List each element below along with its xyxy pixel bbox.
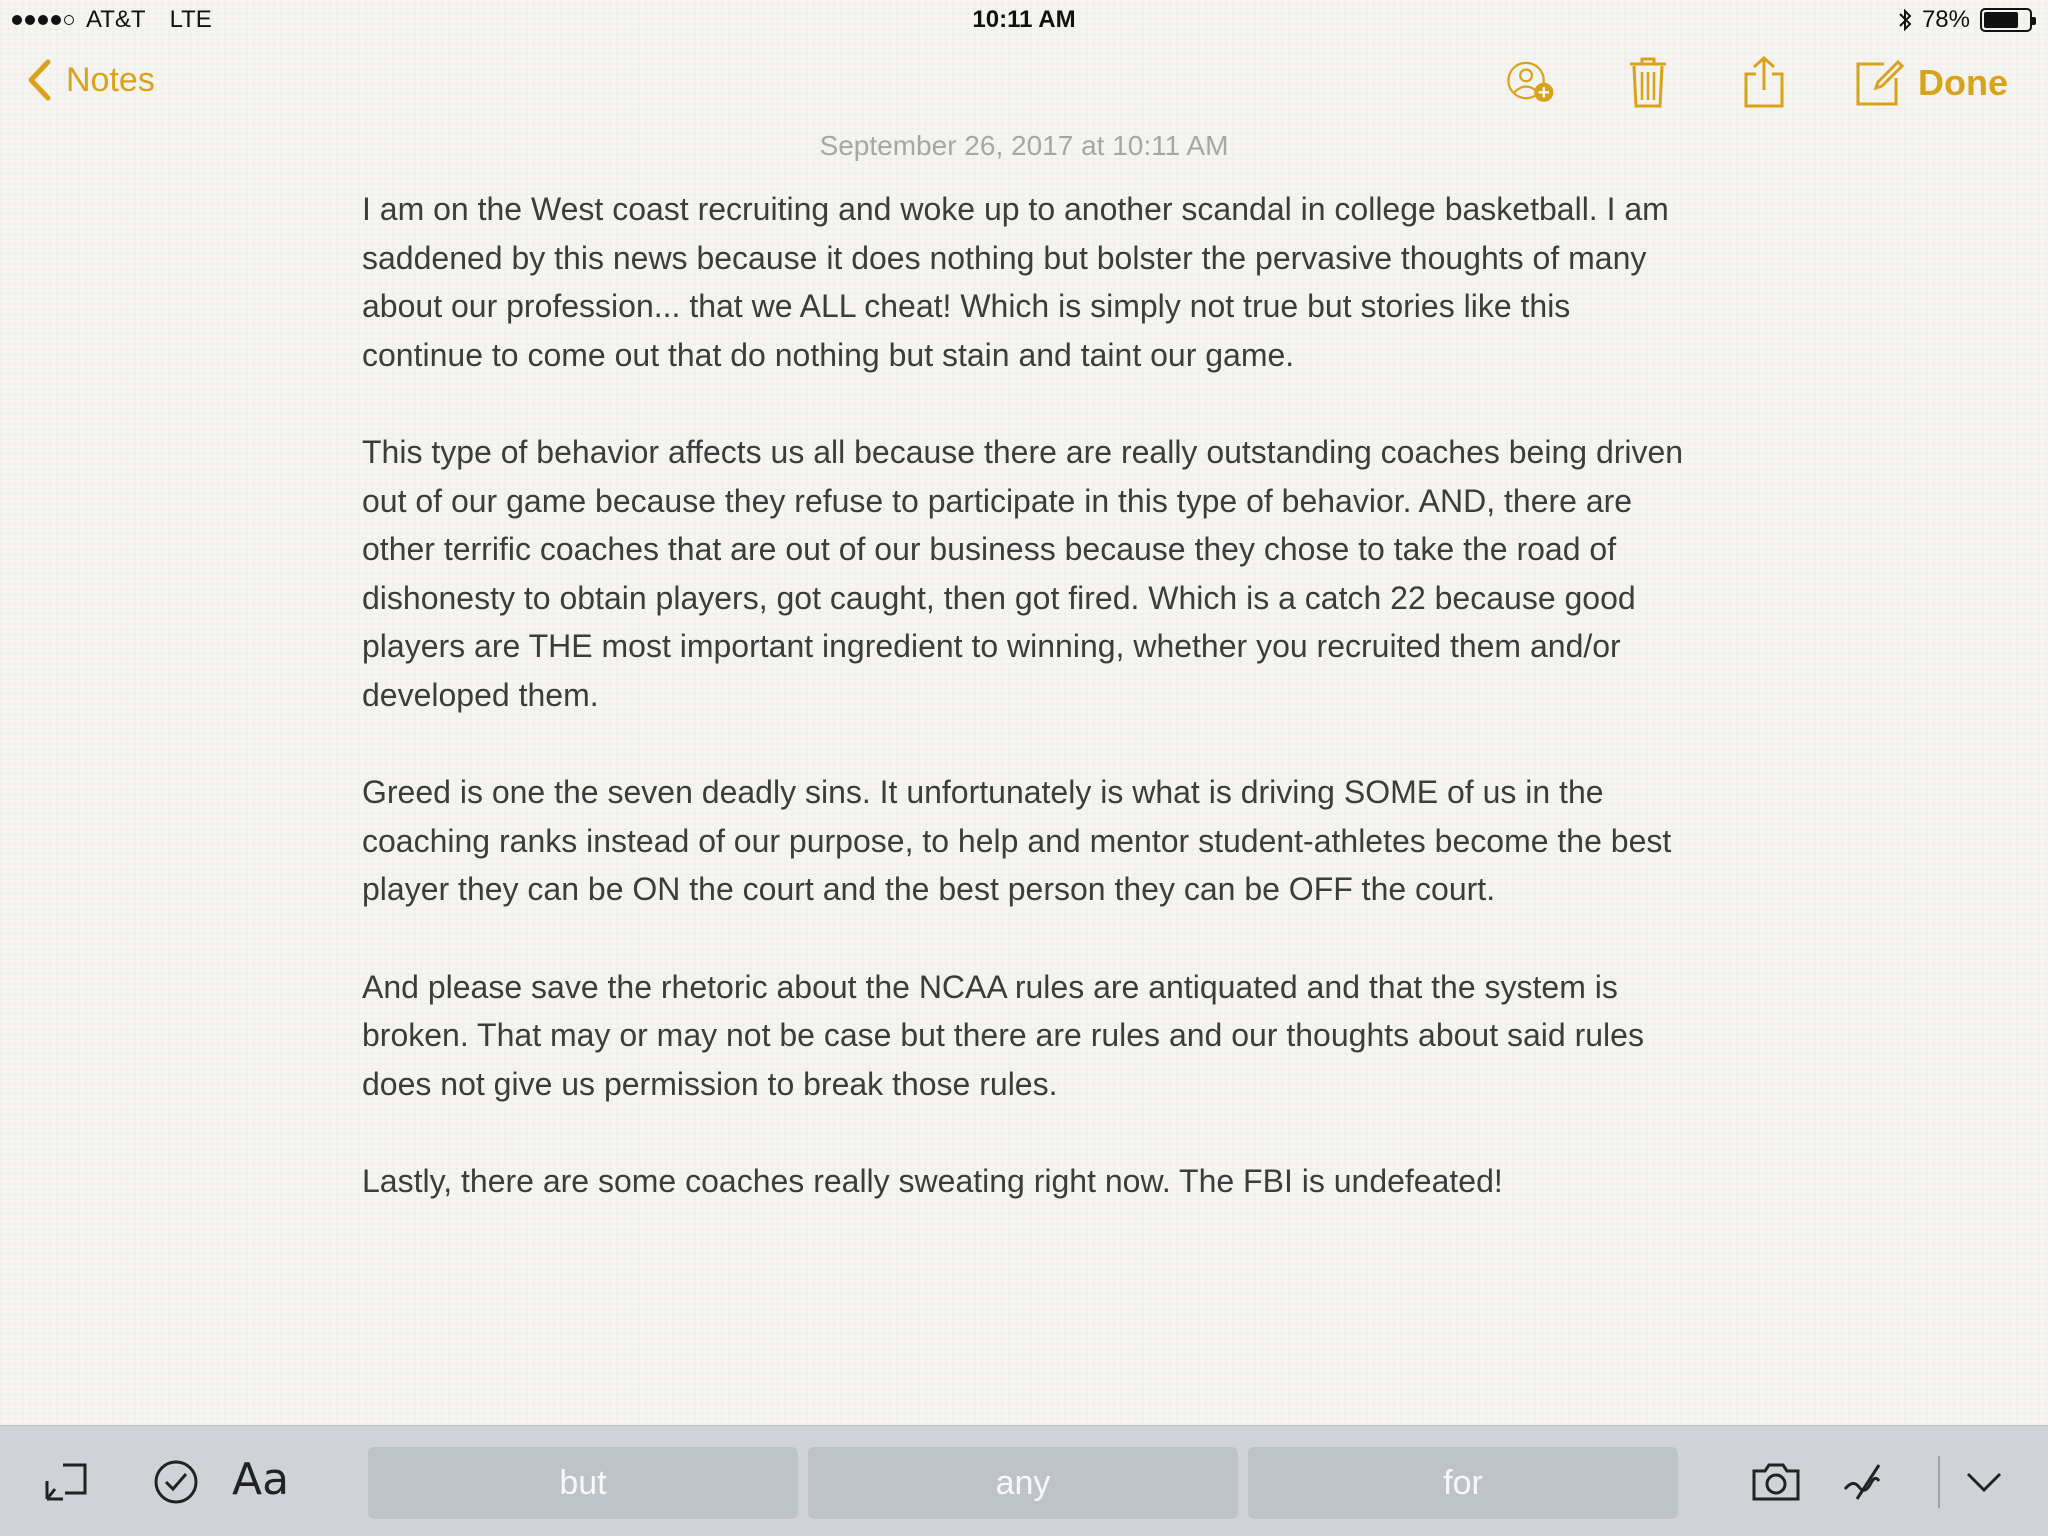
battery-icon bbox=[1980, 8, 2032, 32]
bluetooth-icon bbox=[1898, 8, 1912, 32]
compose-icon bbox=[1854, 56, 1906, 108]
back-button[interactable] bbox=[26, 58, 155, 102]
status-right bbox=[1898, 6, 2032, 34]
carrier-label: AT&T bbox=[86, 6, 146, 33]
camera-icon bbox=[1750, 1461, 1802, 1503]
add-person-button[interactable] bbox=[1504, 54, 1560, 110]
sketch-icon bbox=[1839, 1459, 1885, 1505]
note-body[interactable] bbox=[362, 185, 1692, 1254]
checklist-button[interactable] bbox=[148, 1454, 204, 1510]
share-button[interactable] bbox=[1736, 54, 1792, 110]
dismiss-keyboard-button[interactable] bbox=[1956, 1454, 2012, 1510]
add-person-icon bbox=[1504, 52, 1560, 112]
status-bar bbox=[0, 0, 2048, 40]
note-paragraph: This type of behavior affects us all because there are really outstanding coaches being driven out of our game because they refuse to participate in this type of behavior. AND, there are other terrific coaches that are out of our business because they chose to take the road of dishonesty to obtain players, got caught, then got fired. Which is a catch 22 because good players are THE most important ingredient to winning, whether you recruited them and/or developed them. bbox=[362, 433, 1684, 713]
format-button[interactable]: Aa bbox=[232, 1454, 290, 1505]
done-button[interactable]: Done bbox=[1918, 62, 2008, 103]
trash-icon bbox=[1626, 54, 1670, 110]
sketch-button[interactable] bbox=[1834, 1454, 1890, 1510]
chevron-left-icon bbox=[26, 58, 52, 102]
checklist-icon bbox=[153, 1459, 199, 1505]
keyboard-shortcut-bar bbox=[0, 1425, 2048, 1536]
nav-bar bbox=[0, 48, 2048, 120]
suggestion-2[interactable]: any bbox=[808, 1447, 1238, 1519]
status-time: 10:11 AM bbox=[972, 6, 1076, 33]
compose-button[interactable] bbox=[1852, 54, 1908, 110]
note-paragraph: Greed is one the seven deadly sins. It unfortunately is what is driving SOME of us in the coaching ranks instead of our purpose, to help and mentor student-athletes become the best player they can be ON the court and the best person they can be OFF the court. bbox=[362, 774, 1672, 908]
network-label: LTE bbox=[169, 6, 212, 33]
share-icon bbox=[1742, 54, 1786, 110]
suggestion-1[interactable]: but bbox=[368, 1447, 798, 1519]
note-paragraph: Lastly, there are some coaches really sweating right now. The FBI is undefeated! bbox=[362, 1162, 1503, 1199]
back-label: Notes bbox=[66, 60, 155, 99]
battery-fill bbox=[1984, 12, 2018, 28]
camera-button[interactable] bbox=[1748, 1454, 1804, 1510]
toolbar-divider bbox=[1938, 1456, 1940, 1508]
note-paragraph: And please save the rhetoric about the NCAA rules are antiquated and that the system is broken. That may or may not be case but there are rules and our thoughts about said rules does not give us permission to break those rules. bbox=[362, 968, 1644, 1102]
note-paragraph: I am on the West coast recruiting and woke up to another scandal in college basketball. I am saddened by this news because it does nothing but bolster the pervasive thoughts of many about our profession... that we ALL cheat! Which is simply not true but stories like this continue to come out that do nothing but stain and taint our game. bbox=[362, 191, 1669, 373]
trash-button[interactable] bbox=[1620, 54, 1676, 110]
battery-percent: 78% bbox=[1921, 6, 1970, 33]
suggestion-3[interactable]: for bbox=[1248, 1447, 1678, 1519]
undo-icon bbox=[41, 1459, 91, 1505]
chevron-down-icon bbox=[1964, 1470, 2004, 1494]
note-date: September 26, 2017 at 10:11 AM bbox=[819, 130, 1229, 161]
undo-button[interactable] bbox=[38, 1454, 94, 1510]
nav-actions bbox=[1504, 54, 1908, 110]
